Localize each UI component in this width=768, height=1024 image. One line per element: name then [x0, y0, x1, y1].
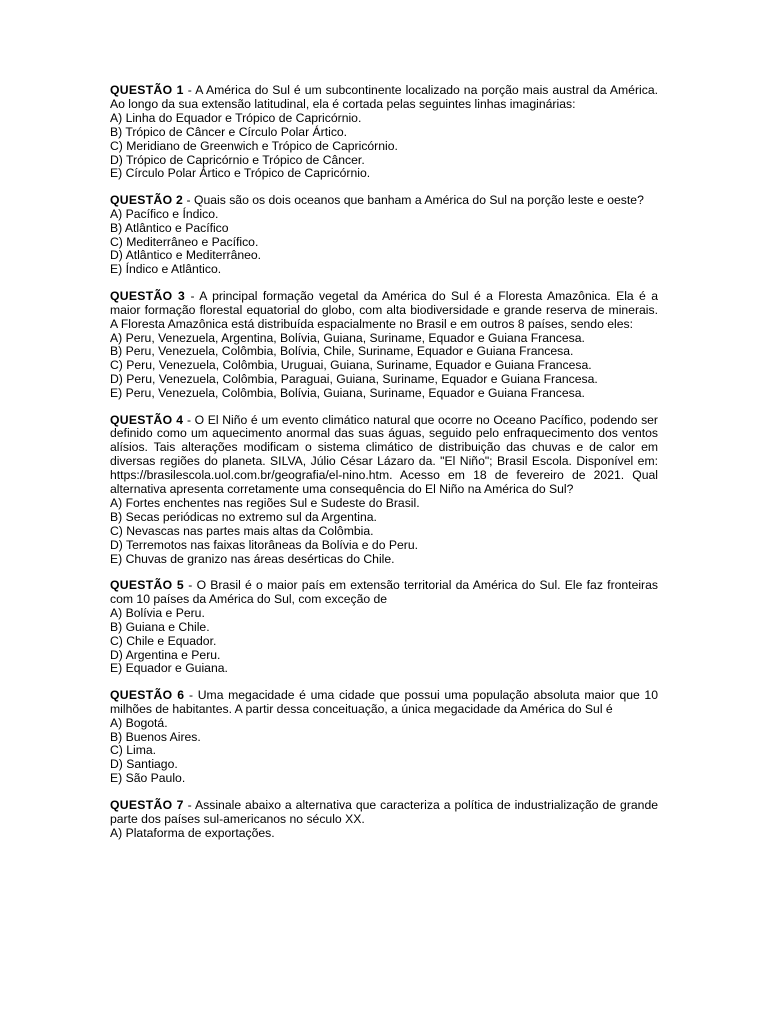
question-label: QUESTÃO 7 [110, 797, 184, 812]
answer-option: C) Lima. [110, 743, 157, 758]
answer-option: B) Peru, Venezuela, Colômbia, Bolívia, Chile, Suriname, Equador e Guiana Francesa. [110, 344, 574, 359]
question-stem [110, 579, 658, 607]
answer-option: D) Peru, Venezuela, Colômbia, Paraguai, Guiana, Suriname, Equador e Guiana Francesa. [110, 372, 598, 387]
question-3 [110, 290, 658, 401]
answer-option: E) Índico e Atlântico. [110, 262, 222, 277]
answer-option: E) Equador e Guiana. [110, 661, 228, 676]
answer-option: A) Fortes enchentes nas regiões Sul e Sudeste do Brasil. [110, 495, 420, 510]
question-text: - A América do Sul é um subcontinente localizado na porção mais austral da América. Ao longo da sua extensão latitudinal, ela é cortada pelas seguintes linhas imaginárias: [110, 83, 658, 111]
answer-option: E) Peru, Venezuela, Colômbia, Bolívia, Guiana, Suriname, Equador e Guiana Francesa. [110, 386, 585, 401]
answer-option: A) Bolívia e Peru. [110, 605, 205, 620]
answer-option: B) Secas periódicas no extremo sul da Argentina. [110, 509, 377, 524]
question-text: - Assinale abaixo a alternativa que caracteriza a política de industrialização de grande parte dos países sul-americanos no século XX. [110, 797, 658, 826]
answer-option: C) Meridiano de Greenwich e Trópico de Capricórnio. [110, 138, 398, 153]
question-text: - A principal formação vegetal da América do Sul é a Floresta Amazônica. Ela é a maior formação florestal equatorial do globo, com alta biodiversidade e grande reserva de minerais. A Floresta Amazônica está distribuída espacialmente no Brasil e em outros 8 países, sendo eles: [110, 288, 658, 331]
question-text: - Uma megacidade é uma cidade que possui uma população absoluta maior que 10 milhões de habitantes. A partir dessa conceituação, a única megacidade da América do Sul é [110, 687, 658, 716]
question-label: QUESTÃO 1 [110, 83, 184, 97]
question-stem [110, 290, 658, 332]
question-7 [110, 799, 658, 841]
answer-option: C) Peru, Venezuela, Colômbia, Uruguai, Guiana, Suriname, Equador e Guiana Francesa. [110, 358, 592, 373]
question-stem [110, 414, 658, 497]
question-stem [110, 194, 658, 208]
question-label: QUESTÃO 5 [110, 578, 184, 592]
answer-option: C) Nevascas nas partes mais altas da Colômbia. [110, 523, 374, 538]
question-stem [110, 84, 658, 112]
question-4 [110, 414, 658, 567]
answer-option: E) São Paulo. [110, 771, 186, 786]
answer-option: A) Pacífico e Índico. [110, 206, 219, 221]
question-6 [110, 689, 658, 786]
answer-option: B) Guiana e Chile. [110, 619, 210, 634]
answer-option: B) Buenos Aires. [110, 729, 201, 744]
question-text: - O Brasil é o maior país em extensão territorial da América do Sul. Ele faz fronteiras com 10 países da América do Sul, com exceção de [110, 578, 658, 606]
question-stem [110, 799, 658, 827]
answer-option: D) Santiago. [110, 757, 178, 772]
question-text: - Quais são os dois oceanos que banham a América do Sul na porção leste e oeste? [183, 192, 644, 207]
question-label: QUESTÃO 4 [110, 412, 184, 427]
question-label: QUESTÃO 6 [110, 687, 185, 702]
answer-option: B) Trópico de Câncer e Círculo Polar Ártico. [110, 124, 348, 139]
question-label: QUESTÃO 2 [110, 192, 184, 207]
question-label: QUESTÃO 3 [110, 288, 186, 303]
answer-option: D) Atlântico e Mediterrâneo. [110, 248, 262, 263]
question-stem [110, 689, 658, 717]
answer-option: E) Círculo Polar Ártico e Trópico de Capricórnio. [110, 166, 371, 181]
answer-option: D) Trópico de Capricórnio e Trópico de Câncer. [110, 152, 365, 167]
answer-option: D) Terremotos nas faixas litorâneas da Bolívia e do Peru. [110, 537, 419, 552]
answer-option: C) Mediterrâneo e Pacífico. [110, 234, 259, 249]
answer-option: E) Chuvas de granizo nas áreas desérticas do Chile. [110, 551, 395, 566]
question-5 [110, 579, 658, 676]
answer-option: A) Bogotá. [110, 715, 168, 730]
answer-option: A) Plataforma de exportações. [110, 825, 275, 840]
question-text: - O El Niño é um evento climático natural que ocorre no Oceano Pacífico, podendo ser definido como um aquecimento anormal das suas águas, seguido pelo enfraquecimento dos ventos alísios. Tais alterações modificam o sistema climático de distribuição das chuvas e de calor em diversas regiões do planeta. SILVA, Júlio César Lázaro da. "El Niño"; Brasil Escola. Disponível em: https://brasilescola.uol.com.br/geografia/el-nino.htm. Acesso em 18 de fevereiro de 2021. Qual alternativa apresenta corretamente uma consequência do El Niño na América do Sul? [110, 412, 658, 497]
question-1 [110, 84, 658, 181]
answer-option: A) Linha do Equador e Trópico de Capricórnio. [110, 110, 362, 125]
answer-option: A) Peru, Venezuela, Argentina, Bolívia, Guiana, Suriname, Equador e Guiana Francesa. [110, 330, 585, 345]
answer-option: D) Argentina e Peru. [110, 647, 221, 662]
answer-option: B) Atlântico e Pacífico [110, 220, 229, 235]
answer-option: C) Chile e Equador. [110, 633, 217, 648]
question-2 [110, 194, 658, 277]
exam-document [110, 84, 658, 853]
